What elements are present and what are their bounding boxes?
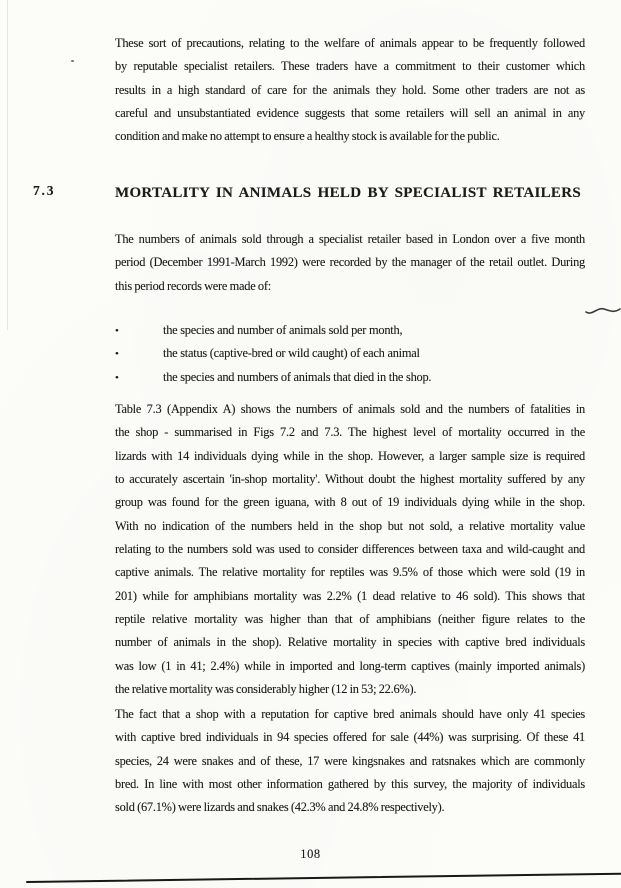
text-line: careful and unsubstantiated evidence suggests that some retailers will sell an animal in any (115, 106, 585, 121)
text-line: the shop - summarised in Figs 7.2 and 7.3. The highest level of mortality occurred in the (115, 425, 585, 440)
list-item (115, 342, 585, 365)
bullet-text: the status (captive-bred or wild caught) of each animal (163, 346, 420, 361)
scan-mark-curve (585, 302, 621, 322)
bullet-text: the species and number of animals sold per month, (163, 323, 403, 337)
text-line: relating to the numbers sold was used to consider differences between taxa and wild-caught and (115, 542, 585, 557)
bullet-icon: • (115, 325, 119, 337)
records-bullet-list (115, 319, 585, 389)
text-line: this period records were made of: (115, 278, 271, 293)
text-line: period (December 1991-March 1992) were recorded by the manager of the retail outlet. During (115, 255, 585, 270)
text-line: was low (1 in 41; 2.4%) while in imported and long-term captives (mainly imported animals) (115, 658, 585, 673)
text-line: the relative mortality was considerably higher (12 in 53; 22.6%). (115, 682, 417, 697)
page-number: 108 (300, 847, 321, 861)
section-heading-row (0, 181, 621, 205)
text-line: Table 7.3 (Appendix A) shows the numbers of animals sold and the numbers of fatalities in (115, 402, 585, 416)
paragraph-precautions (115, 32, 585, 149)
scan-edge-shadow (7, 0, 8, 330)
text-line: 201) while for amphibians mortality was 2.2% (1 dead relative to 46 sold). This shows that (115, 588, 585, 603)
text-line: bred. In line with most other information gathered by this survey, the majority of individuals (115, 777, 585, 792)
text-line: The fact that a shop with a reputation for captive bred animals should have only 41 species (115, 707, 585, 721)
text-line: sold (67.1%) were lizards and snakes (42.3% and 24.8% respectively). (115, 800, 445, 815)
scan-speck (71, 60, 74, 62)
bullet-icon: • (115, 371, 119, 384)
text-line: With no indication of the numbers held in the shop but not sold, a relative mortality value (115, 518, 585, 533)
text-line: lizards with 14 individuals dying while in the shop. However, a larger sample size is required (115, 448, 585, 463)
text-line: to accurately ascertain 'in-shop mortality'. Without doubt the highest mortality suffered by any (115, 472, 585, 487)
text-line: condition and make no attempt to ensure a healthy stock is available for the public. (115, 129, 500, 144)
paragraph-mortality-results (115, 398, 585, 701)
text-line: group was found for the green iguana, with 8 out of 19 individuals dying while in the shop. (115, 495, 585, 510)
list-item (115, 319, 585, 342)
section-number: 7.3 (33, 183, 56, 198)
list-item (115, 366, 585, 389)
paragraph-captive-bred (115, 703, 585, 820)
text-line: reptile relative mortality was higher than that of amphibians (neither figure relates to the (115, 612, 585, 627)
text-line: captive animals. The relative mortality for reptiles was 9.5% of those which were sold (19 in (115, 565, 585, 580)
text-line: species, 24 were snakes and of these, 17 were kingsnakes and ratsnakes which are commonly (115, 753, 585, 768)
bullet-icon: • (115, 348, 119, 361)
text-line: with captive bred individuals in 94 species offered for sale (44%) was surprising. Of these 41 (115, 730, 585, 745)
section-heading: MORTALITY IN ANIMALS HELD BY SPECIALIST RETAILERS (115, 185, 581, 201)
text-line: The numbers of animals sold through a specialist retailer based in London over a five month (115, 232, 585, 246)
text-line: by reputable specialist retailers. These traders have a commitment to their customer which (115, 59, 585, 74)
text-line: results in a high standard of care for the animals they hold. Some other traders are not as (115, 82, 585, 97)
bullet-text: the species and numbers of animals that died in the shop. (163, 369, 432, 384)
scan-edge-line (26, 873, 621, 883)
text-line: These sort of precautions, relating to the welfare of animals appear to be frequently followed (115, 36, 585, 50)
paragraph-records-intro (115, 228, 585, 298)
text-line: number of animals in the shop). Relative mortality in species with captive bred individuals (115, 635, 585, 650)
